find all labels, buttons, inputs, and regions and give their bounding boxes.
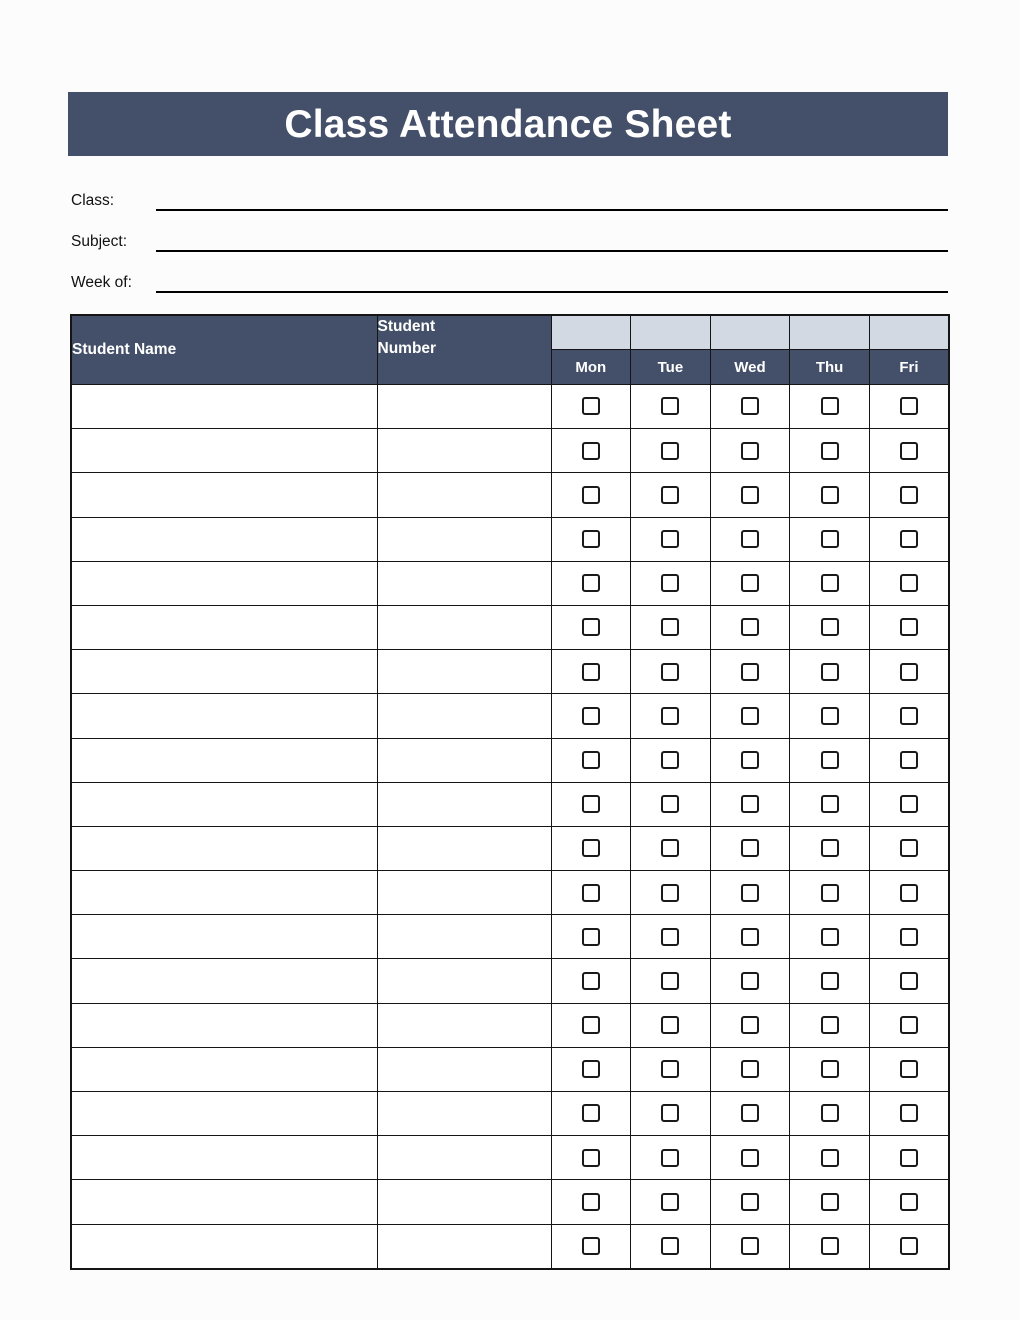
cell-student-name[interactable]: [71, 1136, 377, 1180]
cell-attendance-fri[interactable]: [869, 959, 949, 1003]
attendance-checkbox-mon[interactable]: [582, 1149, 600, 1167]
table-row: [71, 871, 949, 915]
cell-attendance-wed[interactable]: [710, 826, 790, 870]
table-body: [71, 385, 949, 1269]
cell-student-name[interactable]: [71, 1047, 377, 1091]
cell-attendance-tue[interactable]: [631, 1047, 711, 1091]
cell-student-name[interactable]: [71, 605, 377, 649]
cell-attendance-tue[interactable]: [631, 738, 711, 782]
class-label: Class:: [71, 191, 115, 209]
attendance-checkbox-mon[interactable]: [582, 928, 600, 946]
cell-attendance-tue[interactable]: [631, 1224, 711, 1269]
cell-attendance-thu[interactable]: [790, 915, 870, 959]
cell-attendance-tue[interactable]: [631, 694, 711, 738]
cell-attendance-mon[interactable]: [551, 429, 631, 473]
attendance-checkbox-fri[interactable]: [900, 397, 918, 415]
cell-student-number[interactable]: [377, 517, 551, 561]
cell-attendance-fri[interactable]: [869, 1003, 949, 1047]
attendance-checkbox-mon[interactable]: [582, 663, 600, 681]
cell-attendance-thu[interactable]: [790, 605, 870, 649]
cell-attendance-fri[interactable]: [869, 650, 949, 694]
cell-student-number[interactable]: [377, 1180, 551, 1224]
cell-attendance-fri[interactable]: [869, 1180, 949, 1224]
attendance-checkbox-tue[interactable]: [661, 397, 679, 415]
cell-attendance-tue[interactable]: [631, 650, 711, 694]
attendance-checkbox-wed[interactable]: [741, 397, 759, 415]
cell-attendance-fri[interactable]: [869, 605, 949, 649]
table-row: [71, 605, 949, 649]
attendance-checkbox-fri[interactable]: [900, 884, 918, 902]
table-row: [71, 1180, 949, 1224]
cell-attendance-fri[interactable]: [869, 1224, 949, 1269]
attendance-checkbox-mon[interactable]: [582, 1016, 600, 1034]
cell-attendance-wed[interactable]: [710, 650, 790, 694]
cell-attendance-wed[interactable]: [710, 1180, 790, 1224]
cell-attendance-tue[interactable]: [631, 1180, 711, 1224]
cell-attendance-mon[interactable]: [551, 1092, 631, 1136]
cell-student-number[interactable]: [377, 385, 551, 429]
cell-student-number[interactable]: [377, 605, 551, 649]
cell-attendance-tue[interactable]: [631, 429, 711, 473]
attendance-checkbox-tue[interactable]: [661, 839, 679, 857]
cell-attendance-mon[interactable]: [551, 1136, 631, 1180]
header-date-cell-thu[interactable]: [790, 315, 870, 350]
cell-attendance-tue[interactable]: [631, 782, 711, 826]
cell-student-name[interactable]: [71, 915, 377, 959]
week-of-write-in-line[interactable]: [156, 291, 948, 293]
attendance-checkbox-tue[interactable]: [661, 530, 679, 548]
header-day-mon: Mon: [551, 350, 631, 385]
table-row: [71, 429, 949, 473]
table-row: [71, 561, 949, 605]
cell-attendance-tue[interactable]: [631, 605, 711, 649]
attendance-checkbox-thu[interactable]: [821, 663, 839, 681]
attendance-checkbox-mon[interactable]: [582, 574, 600, 592]
attendance-checkbox-fri[interactable]: [900, 1016, 918, 1034]
attendance-checkbox-tue[interactable]: [661, 663, 679, 681]
attendance-checkbox-thu[interactable]: [821, 1104, 839, 1122]
cell-student-name[interactable]: [71, 782, 377, 826]
attendance-checkbox-mon[interactable]: [582, 1193, 600, 1211]
cell-attendance-mon[interactable]: [551, 473, 631, 517]
attendance-checkbox-mon[interactable]: [582, 442, 600, 460]
cell-student-name[interactable]: [71, 473, 377, 517]
meta-row-week-of: [71, 254, 948, 295]
cell-attendance-mon[interactable]: [551, 517, 631, 561]
cell-student-name[interactable]: [71, 1003, 377, 1047]
cell-student-name[interactable]: [71, 517, 377, 561]
cell-attendance-thu[interactable]: [790, 473, 870, 517]
cell-student-number[interactable]: [377, 826, 551, 870]
cell-student-number[interactable]: [377, 473, 551, 517]
attendance-checkbox-wed[interactable]: [741, 795, 759, 813]
attendance-checkbox-thu[interactable]: [821, 928, 839, 946]
attendance-checkbox-thu[interactable]: [821, 574, 839, 592]
cell-attendance-tue[interactable]: [631, 1003, 711, 1047]
attendance-checkbox-mon[interactable]: [582, 397, 600, 415]
table-row: [71, 1136, 949, 1180]
cell-attendance-thu[interactable]: [790, 1003, 870, 1047]
cell-attendance-mon[interactable]: [551, 1047, 631, 1091]
header-student-number: [377, 315, 551, 385]
cell-student-number[interactable]: [377, 738, 551, 782]
cell-attendance-mon[interactable]: [551, 650, 631, 694]
attendance-checkbox-thu[interactable]: [821, 442, 839, 460]
attendance-checkbox-thu[interactable]: [821, 618, 839, 636]
header-date-cell-mon[interactable]: [551, 315, 631, 350]
attendance-checkbox-wed[interactable]: [741, 1016, 759, 1034]
attendance-checkbox-tue[interactable]: [661, 1060, 679, 1078]
attendance-checkbox-fri[interactable]: [900, 1104, 918, 1122]
table-row: [71, 738, 949, 782]
cell-attendance-wed[interactable]: [710, 1224, 790, 1269]
cell-attendance-thu[interactable]: [790, 1047, 870, 1091]
cell-attendance-fri[interactable]: [869, 915, 949, 959]
table-row: [71, 1003, 949, 1047]
attendance-checkbox-tue[interactable]: [661, 1016, 679, 1034]
attendance-checkbox-mon[interactable]: [582, 751, 600, 769]
meta-fields: [71, 172, 948, 295]
attendance-checkbox-tue[interactable]: [661, 1193, 679, 1211]
cell-attendance-wed[interactable]: [710, 871, 790, 915]
cell-attendance-tue[interactable]: [631, 517, 711, 561]
attendance-checkbox-wed[interactable]: [741, 1237, 759, 1255]
attendance-checkbox-wed[interactable]: [741, 839, 759, 857]
table-row: [71, 473, 949, 517]
meta-row-class: [71, 172, 948, 213]
cell-attendance-wed[interactable]: [710, 694, 790, 738]
cell-attendance-mon[interactable]: [551, 605, 631, 649]
attendance-checkbox-mon[interactable]: [582, 795, 600, 813]
attendance-checkbox-fri[interactable]: [900, 574, 918, 592]
attendance-checkbox-tue[interactable]: [661, 1237, 679, 1255]
cell-student-name[interactable]: [71, 959, 377, 1003]
cell-attendance-fri[interactable]: [869, 782, 949, 826]
attendance-checkbox-tue[interactable]: [661, 928, 679, 946]
attendance-checkbox-thu[interactable]: [821, 1237, 839, 1255]
attendance-checkbox-thu[interactable]: [821, 1016, 839, 1034]
cell-attendance-mon[interactable]: [551, 561, 631, 605]
attendance-checkbox-mon[interactable]: [582, 1237, 600, 1255]
attendance-checkbox-mon[interactable]: [582, 707, 600, 725]
header-day-thu: Thu: [790, 350, 870, 385]
cell-attendance-thu[interactable]: [790, 650, 870, 694]
meta-row-subject: [71, 213, 948, 254]
cell-attendance-tue[interactable]: [631, 385, 711, 429]
cell-attendance-fri[interactable]: [869, 1136, 949, 1180]
attendance-checkbox-tue[interactable]: [661, 751, 679, 769]
cell-student-name[interactable]: [71, 1092, 377, 1136]
cell-attendance-thu[interactable]: [790, 1180, 870, 1224]
attendance-checkbox-fri[interactable]: [900, 1060, 918, 1078]
cell-attendance-tue[interactable]: [631, 915, 711, 959]
cell-attendance-thu[interactable]: [790, 738, 870, 782]
table-row: [71, 1224, 949, 1269]
cell-attendance-thu[interactable]: [790, 826, 870, 870]
attendance-checkbox-wed[interactable]: [741, 928, 759, 946]
attendance-checkbox-tue[interactable]: [661, 884, 679, 902]
attendance-table: [70, 314, 950, 1270]
attendance-checkbox-wed[interactable]: [741, 486, 759, 504]
cell-attendance-mon[interactable]: [551, 1003, 631, 1047]
attendance-checkbox-wed[interactable]: [741, 1060, 759, 1078]
cell-student-number[interactable]: [377, 1136, 551, 1180]
table-row: [71, 1047, 949, 1091]
attendance-checkbox-fri[interactable]: [900, 751, 918, 769]
attendance-checkbox-thu[interactable]: [821, 795, 839, 813]
cell-student-name[interactable]: [71, 1224, 377, 1269]
week-of-label: Week of:: [71, 273, 132, 291]
cell-attendance-thu[interactable]: [790, 1136, 870, 1180]
cell-attendance-wed[interactable]: [710, 1136, 790, 1180]
cell-attendance-wed[interactable]: [710, 738, 790, 782]
cell-attendance-wed[interactable]: [710, 1003, 790, 1047]
attendance-checkbox-tue[interactable]: [661, 972, 679, 990]
header-date-cell-fri[interactable]: [869, 315, 949, 350]
header-day-tue: Tue: [631, 350, 711, 385]
attendance-checkbox-thu[interactable]: [821, 486, 839, 504]
attendance-checkbox-fri[interactable]: [900, 795, 918, 813]
cell-attendance-wed[interactable]: [710, 429, 790, 473]
cell-attendance-fri[interactable]: [869, 1047, 949, 1091]
cell-attendance-fri[interactable]: [869, 429, 949, 473]
cell-attendance-wed[interactable]: [710, 561, 790, 605]
attendance-checkbox-wed[interactable]: [741, 1193, 759, 1211]
class-write-in-line[interactable]: [156, 209, 948, 211]
cell-attendance-fri[interactable]: [869, 517, 949, 561]
attendance-checkbox-fri[interactable]: [900, 530, 918, 548]
cell-attendance-tue[interactable]: [631, 826, 711, 870]
cell-student-name[interactable]: [71, 650, 377, 694]
cell-student-name[interactable]: [71, 1180, 377, 1224]
attendance-checkbox-thu[interactable]: [821, 530, 839, 548]
cell-attendance-mon[interactable]: [551, 959, 631, 1003]
cell-attendance-thu[interactable]: [790, 385, 870, 429]
header-date-cell-tue[interactable]: [631, 315, 711, 350]
attendance-checkbox-tue[interactable]: [661, 574, 679, 592]
cell-attendance-mon[interactable]: [551, 871, 631, 915]
table-row: [71, 650, 949, 694]
cell-student-number[interactable]: [377, 782, 551, 826]
attendance-table-wrapper: [70, 314, 948, 1270]
attendance-checkbox-thu[interactable]: [821, 1060, 839, 1078]
cell-attendance-wed[interactable]: [710, 473, 790, 517]
cell-attendance-mon[interactable]: [551, 385, 631, 429]
cell-student-name[interactable]: [71, 429, 377, 473]
cell-attendance-mon[interactable]: [551, 782, 631, 826]
cell-attendance-wed[interactable]: [710, 385, 790, 429]
attendance-checkbox-thu[interactable]: [821, 839, 839, 857]
cell-attendance-fri[interactable]: [869, 826, 949, 870]
attendance-checkbox-wed[interactable]: [741, 1149, 759, 1167]
attendance-checkbox-fri[interactable]: [900, 707, 918, 725]
cell-student-name[interactable]: [71, 826, 377, 870]
cell-student-name[interactable]: [71, 871, 377, 915]
header-student-number-line2: Number: [377, 340, 437, 357]
cell-attendance-fri[interactable]: [869, 561, 949, 605]
attendance-checkbox-tue[interactable]: [661, 442, 679, 460]
attendance-checkbox-fri[interactable]: [900, 1149, 918, 1167]
attendance-checkbox-mon[interactable]: [582, 839, 600, 857]
attendance-checkbox-tue[interactable]: [661, 795, 679, 813]
cell-attendance-fri[interactable]: [869, 1092, 949, 1136]
cell-attendance-wed[interactable]: [710, 915, 790, 959]
attendance-checkbox-wed[interactable]: [741, 972, 759, 990]
table-row: [71, 959, 949, 1003]
cell-student-name[interactable]: [71, 738, 377, 782]
header-day-wed: Wed: [710, 350, 790, 385]
cell-attendance-mon[interactable]: [551, 1224, 631, 1269]
table-row: [71, 694, 949, 738]
header-student-number-line1: Student: [377, 318, 436, 335]
cell-student-number[interactable]: [377, 1047, 551, 1091]
cell-attendance-fri[interactable]: [869, 473, 949, 517]
attendance-checkbox-mon[interactable]: [582, 1104, 600, 1122]
cell-attendance-wed[interactable]: [710, 605, 790, 649]
attendance-checkbox-thu[interactable]: [821, 972, 839, 990]
header-row-top: [71, 315, 949, 350]
attendance-checkbox-wed[interactable]: [741, 663, 759, 681]
table-row: [71, 782, 949, 826]
attendance-checkbox-thu[interactable]: [821, 751, 839, 769]
cell-student-number[interactable]: [377, 915, 551, 959]
attendance-checkbox-fri[interactable]: [900, 839, 918, 857]
cell-attendance-thu[interactable]: [790, 871, 870, 915]
subject-write-in-line[interactable]: [156, 250, 948, 252]
cell-student-number[interactable]: [377, 650, 551, 694]
page-title-bar: [68, 92, 948, 156]
attendance-checkbox-tue[interactable]: [661, 618, 679, 636]
attendance-checkbox-thu[interactable]: [821, 1149, 839, 1167]
attendance-checkbox-wed[interactable]: [741, 618, 759, 636]
cell-attendance-wed[interactable]: [710, 1092, 790, 1136]
attendance-checkbox-mon[interactable]: [582, 486, 600, 504]
attendance-checkbox-fri[interactable]: [900, 442, 918, 460]
cell-attendance-fri[interactable]: [869, 871, 949, 915]
cell-student-name[interactable]: [71, 694, 377, 738]
attendance-checkbox-thu[interactable]: [821, 397, 839, 415]
attendance-checkbox-wed[interactable]: [741, 884, 759, 902]
header-date-cell-wed[interactable]: [710, 315, 790, 350]
attendance-checkbox-fri[interactable]: [900, 972, 918, 990]
attendance-checkbox-mon[interactable]: [582, 530, 600, 548]
page-title: Class Attendance Sheet: [284, 102, 732, 146]
cell-attendance-thu[interactable]: [790, 959, 870, 1003]
attendance-checkbox-mon[interactable]: [582, 972, 600, 990]
attendance-checkbox-fri[interactable]: [900, 663, 918, 681]
attendance-checkbox-wed[interactable]: [741, 530, 759, 548]
table-row: [71, 915, 949, 959]
cell-attendance-fri[interactable]: [869, 385, 949, 429]
attendance-checkbox-fri[interactable]: [900, 1237, 918, 1255]
attendance-checkbox-wed[interactable]: [741, 1104, 759, 1122]
cell-attendance-fri[interactable]: [869, 738, 949, 782]
table-row: [71, 385, 949, 429]
subject-label: Subject:: [71, 232, 128, 250]
cell-attendance-tue[interactable]: [631, 473, 711, 517]
attendance-checkbox-fri[interactable]: [900, 618, 918, 636]
attendance-checkbox-mon[interactable]: [582, 884, 600, 902]
cell-student-number[interactable]: [377, 561, 551, 605]
cell-student-number[interactable]: [377, 871, 551, 915]
attendance-checkbox-wed[interactable]: [741, 574, 759, 592]
cell-attendance-thu[interactable]: [790, 517, 870, 561]
table-header: [71, 315, 949, 385]
cell-attendance-mon[interactable]: [551, 694, 631, 738]
cell-attendance-wed[interactable]: [710, 517, 790, 561]
cell-attendance-thu[interactable]: [790, 429, 870, 473]
attendance-checkbox-thu[interactable]: [821, 1193, 839, 1211]
cell-attendance-tue[interactable]: [631, 871, 711, 915]
cell-attendance-tue[interactable]: [631, 1092, 711, 1136]
cell-student-name[interactable]: [71, 385, 377, 429]
attendance-checkbox-tue[interactable]: [661, 707, 679, 725]
cell-attendance-fri[interactable]: [869, 694, 949, 738]
attendance-checkbox-tue[interactable]: [661, 486, 679, 504]
cell-attendance-tue[interactable]: [631, 959, 711, 1003]
cell-attendance-mon[interactable]: [551, 1180, 631, 1224]
cell-attendance-mon[interactable]: [551, 915, 631, 959]
attendance-checkbox-wed[interactable]: [741, 442, 759, 460]
cell-student-number[interactable]: [377, 959, 551, 1003]
table-row: [71, 826, 949, 870]
cell-attendance-tue[interactable]: [631, 561, 711, 605]
cell-attendance-thu[interactable]: [790, 1092, 870, 1136]
attendance-checkbox-mon[interactable]: [582, 618, 600, 636]
attendance-checkbox-fri[interactable]: [900, 486, 918, 504]
table-row: [71, 1092, 949, 1136]
cell-attendance-thu[interactable]: [790, 694, 870, 738]
cell-attendance-thu[interactable]: [790, 561, 870, 605]
cell-student-number[interactable]: [377, 1092, 551, 1136]
attendance-checkbox-tue[interactable]: [661, 1149, 679, 1167]
table-row: [71, 517, 949, 561]
cell-attendance-wed[interactable]: [710, 782, 790, 826]
cell-student-number[interactable]: [377, 694, 551, 738]
cell-student-name[interactable]: [71, 561, 377, 605]
cell-student-number[interactable]: [377, 429, 551, 473]
attendance-checkbox-wed[interactable]: [741, 751, 759, 769]
attendance-checkbox-thu[interactable]: [821, 884, 839, 902]
attendance-checkbox-fri[interactable]: [900, 928, 918, 946]
cell-attendance-wed[interactable]: [710, 1047, 790, 1091]
header-day-fri: Fri: [869, 350, 949, 385]
header-student-name: Student Name: [71, 315, 377, 385]
attendance-checkbox-tue[interactable]: [661, 1104, 679, 1122]
attendance-checkbox-wed[interactable]: [741, 707, 759, 725]
attendance-checkbox-fri[interactable]: [900, 1193, 918, 1211]
cell-student-number[interactable]: [377, 1003, 551, 1047]
cell-attendance-thu[interactable]: [790, 782, 870, 826]
attendance-checkbox-thu[interactable]: [821, 707, 839, 725]
cell-attendance-thu[interactable]: [790, 1224, 870, 1269]
cell-attendance-wed[interactable]: [710, 959, 790, 1003]
cell-attendance-mon[interactable]: [551, 826, 631, 870]
cell-attendance-mon[interactable]: [551, 738, 631, 782]
attendance-checkbox-mon[interactable]: [582, 1060, 600, 1078]
cell-attendance-tue[interactable]: [631, 1136, 711, 1180]
cell-student-number[interactable]: [377, 1224, 551, 1269]
